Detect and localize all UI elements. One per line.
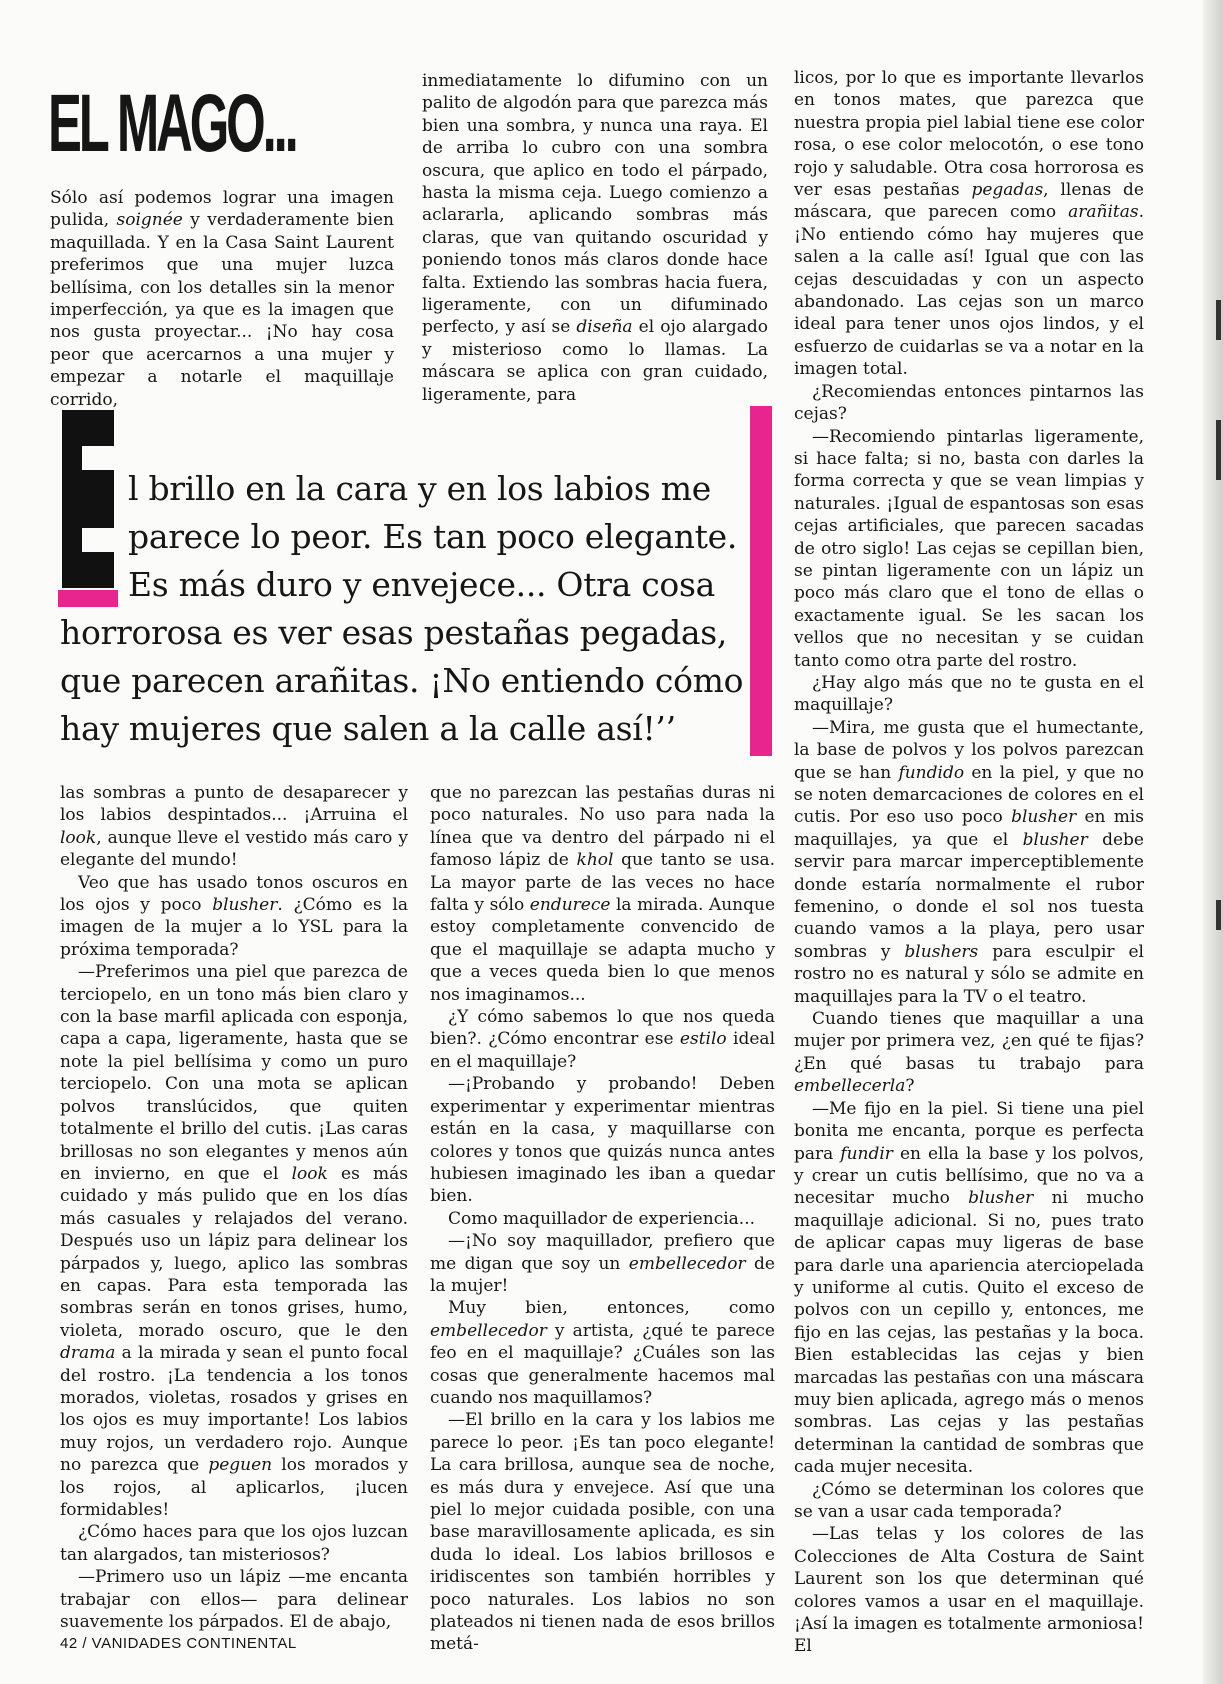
- page-footer: 42 / VANIDADES CONTINENTAL: [60, 1635, 297, 1652]
- paragraph: que no parezcan las pestañas duras ni poco naturales. No uso para nada la línea que va dentro del párpado ni el famoso lápiz de khol que tanto se usa. La mayor parte de las veces no hace falta y sólo endurece la mirada. Aunque estoy completamente convencido de que el maquillaje se adapta mucho y que a veces queda bien lo que menos nos imaginamos...: [430, 783, 776, 1005]
- column-1-top: [50, 187, 394, 411]
- page-edge-shadow: [1203, 0, 1223, 1684]
- paragraph: —Mira, me gusta que el humectante, la base de polvos y los polvos parezcan que se han fundido en la piel, y que no se noten demarcaciones de colores en el cutis. Por eso uso poco blusher en mis maquillajes, ya que el blusher debe servir para marcar imperceptiblemente donde estaría normalmente el rubor femenino, o donde el sol nos tuesta cuando vamos a la playa, pero usar sombras y blushers para esculpir el rostro no es natural y sólo se admite en maquillajes para la TV o el teatro.: [794, 717, 1145, 1007]
- edge-mark: [1216, 420, 1221, 480]
- paragraph: licos, por lo que es importante llevarlos en tonos mates, que parezca que nuestra propia piel labial tiene ese color rosa, o ese color melocotón, o ese tono rojo y saludable. Otra cosa horrorosa es ver esas pestañas pegadas, llenas de máscara, que parecen como arañitas. ¡No entiendo cómo hay mujeres que salen a la calle así! Igual que con las cejas descuidadas y con un aspecto abandonado. Las cejas son un marco ideal para tener unos ojos lindos, y el esfuerzo de cuidarlas se va a notar en la imagen total.: [794, 68, 1144, 380]
- paragraph: ¿Y cómo sabemos lo que nos queda bien?. ¿Cómo encontrar ese estilo ideal en el maquillaje?: [430, 1007, 776, 1072]
- paragraph: ¿Cómo se determinan los colores que se van a usar cada temporada?: [794, 1479, 1144, 1522]
- pull-quote-text: [60, 465, 744, 753]
- paragraph: Cuando tienes que maquillar a una mujer por primera vez, ¿en qué te fijas? ¿En qué basas tu trabajo para embellecerla?: [794, 1009, 1144, 1097]
- paragraph: —Recomiendo pintarlas ligeramente, si hace falta; si no, basta con darles la forma correcta y que se vean limpias y naturales. ¡Igual de espantosas son esas cejas artificiales, que parecen sacadas de otro siglo! Las cejas se cepillan bien, se pintan ligeramente con un lápiz un poco más claro que el tono de ellas o exactamente igual. Se les sacan los vellos que no necesitan y se cuidan tanto como otra parte del rostro.: [794, 426, 1144, 671]
- pull-quote-line: Es más duro y envejece... Otra cosa: [128, 565, 715, 604]
- edge-mark: [1216, 300, 1221, 340]
- paragraph: —Las telas y los colores de las Colecciones de Alta Costura de Saint Laurent son los que determinan qué colores vamos a usar en el maquillaje. ¡Así la imagen es totalmente armoniosa! El: [794, 1524, 1144, 1657]
- paragraph: —El brillo en la cara y los labios me parece lo peor. ¡Es tan poco elegante! La cara brillosa, aunque sea de noche, es más dura y envejece. Así que una piel lo mejor cuidada posible, con una base maravillosamente aplicada, es sin duda lo ideal. Los labios brillosos e iridiscentes son también horribles y poco naturales. Los labios no son plateados ni tienen nada de esos brillos metá-: [430, 1410, 775, 1655]
- paragraph: —Me fijo en la piel. Si tiene una piel bonita me encanta, porque es perfecta para fundir en ella la base y los polvos, y crear un cutis bellísimo, que no va a necesitar mucho blusher ni mucho maquillaje adicional. Si no, pues trato de aplicar capas muy ligeras de base para darle una apariencia aterciopelada y uniforme al cutis. Quito el exceso de polvos con un cepillo y, entonces, me fijo en las cejas, las pestañas y la boca. Bien establecidas las cejas y bien marcadas las pestañas con una máscara muy bien aplicada, agrego más o menos sombras. Las cejas y las pestañas determinan la cantidad de sombras que cada mujer necesita.: [794, 1098, 1144, 1478]
- paragraph: inmediatamente lo difumino con un palito de algodón para que parezca más bien una sombra, y nunca una raya. El de arriba lo cubro con una sombra oscura, que aplico en todo el párpado, hasta la misma ceja. Luego comienzo a aclararla, aplicando sombras más claras, que van quitando oscuridad y poniendo tonos más claros donde hace falta. Extiendo las sombras hacia fuera, ligeramente, con un difuminado perfecto, y así se diseña el ojo alargado y misterioso como lo llamas. La máscara se aplica con gran cuidado, ligeramente, para: [422, 71, 768, 405]
- pull-quote-accent-bar: [750, 406, 772, 756]
- paragraph: Como maquillador de experiencia...: [448, 1208, 755, 1229]
- column-3: [794, 67, 1144, 1658]
- paragraph: —Preferimos una piel que parezca de terciopelo, en un tono más bien claro y con la base marfil aplicada con esponja, capa a capa, ligeramente, hasta que se note la piel bellísima y como un puro terciopelo. Con una mota se aplican polvos translúcidos, que quiten totalmente el brillo del cutis. ¡Las caras brillosas no son elegantes y menos aún en invierno, en que el look es más cuidado y más pulido que en los días más casuales y relajados del verano. Después uso un lápiz para delinear los párpados y, luego, aplico las sombras en capas. Para esta temporada las sombras serán en tonos grises, humo, violeta, morado oscuro, que le den drama a la mirada y sean el punto focal del rostro. ¡La tendencia a los tonos morados, violetas, rosados y grises en los ojos es muy importante! Los labios muy rojos, un verdadero rojo. Aunque no parezca que peguen los morados y los rojos, al aplicarlos, ¡lucen formidables!: [60, 962, 409, 1520]
- paragraph: —¡No soy maquillador, prefiero que me digan que soy un embellecedor de la mujer!: [430, 1231, 775, 1296]
- edge-mark: [1216, 900, 1221, 930]
- article-title: EL MAGO...: [48, 78, 296, 169]
- paragraph: ¿Recomiendas entonces pintarnos las cejas?: [794, 381, 1144, 425]
- paragraph: Sólo así podemos lograr una imagen pulida, soignée y verdaderamente bien maquillada. Y en la Casa Saint Laurent preferimos que una mujer luzca bellísima, con los detalles sin la menor imperfección, ya que es la imagen que nos gusta proyectar... ¡No hay cosa peor que acercarnos a una mujer y empezar a notarle el maquillaje corrido,: [50, 188, 394, 410]
- paragraph: —¡Probando y probando! Deben experimentar y experimentar mientras están en la casa, y maquillarse con colores y tonos que quizás nunca antes hubiesen imaginado les iban a quedar bien.: [430, 1074, 775, 1207]
- column-2-top: [422, 70, 768, 406]
- column-2-bottom: [430, 782, 775, 1656]
- paragraph: ¿Hay algo más que no te gusta en el maquillaje?: [794, 672, 1144, 716]
- pull-quote-line: horrorosa es ver esas pestañas pegadas,: [60, 613, 728, 652]
- paragraph: Muy bien, entonces, como embellecedor y artista, ¿qué te parece feo en el maquillaje? ¿Cuáles son las cosas que generalmente hacemos mal cuando nos maquillamos?: [430, 1298, 775, 1408]
- column-1-bottom: [60, 782, 408, 1633]
- pull-quote-line: parece lo peor. Es tan poco elegante.: [128, 517, 738, 556]
- pull-quote-line: que parecen arañitas. ¡No entiendo cómo: [60, 661, 744, 700]
- paragraph: Veo que has usado tonos oscuros en los ojos y poco blusher. ¿Cómo es la imagen de la mujer a lo YSL para la próxima temporada?: [60, 872, 409, 960]
- pull-quote-line: l brillo en la cara y en los labios me: [128, 469, 711, 508]
- paragraph: —Primero uso un lápiz —me encanta trabajar con ellos— para delinear suavemente los párpados. El de abajo,: [60, 1567, 408, 1633]
- paragraph: las sombras a punto de desaparecer y los labios despintados... ¡Arruina el look, aunque lleve el vestido más caro y elegante del mundo!: [60, 783, 408, 871]
- pull-quote-line: hay mujeres que salen a la calle así!’’: [60, 709, 676, 748]
- paragraph: ¿Cómo haces para que los ojos luzcan tan alargados, tan misteriosos?: [60, 1522, 408, 1565]
